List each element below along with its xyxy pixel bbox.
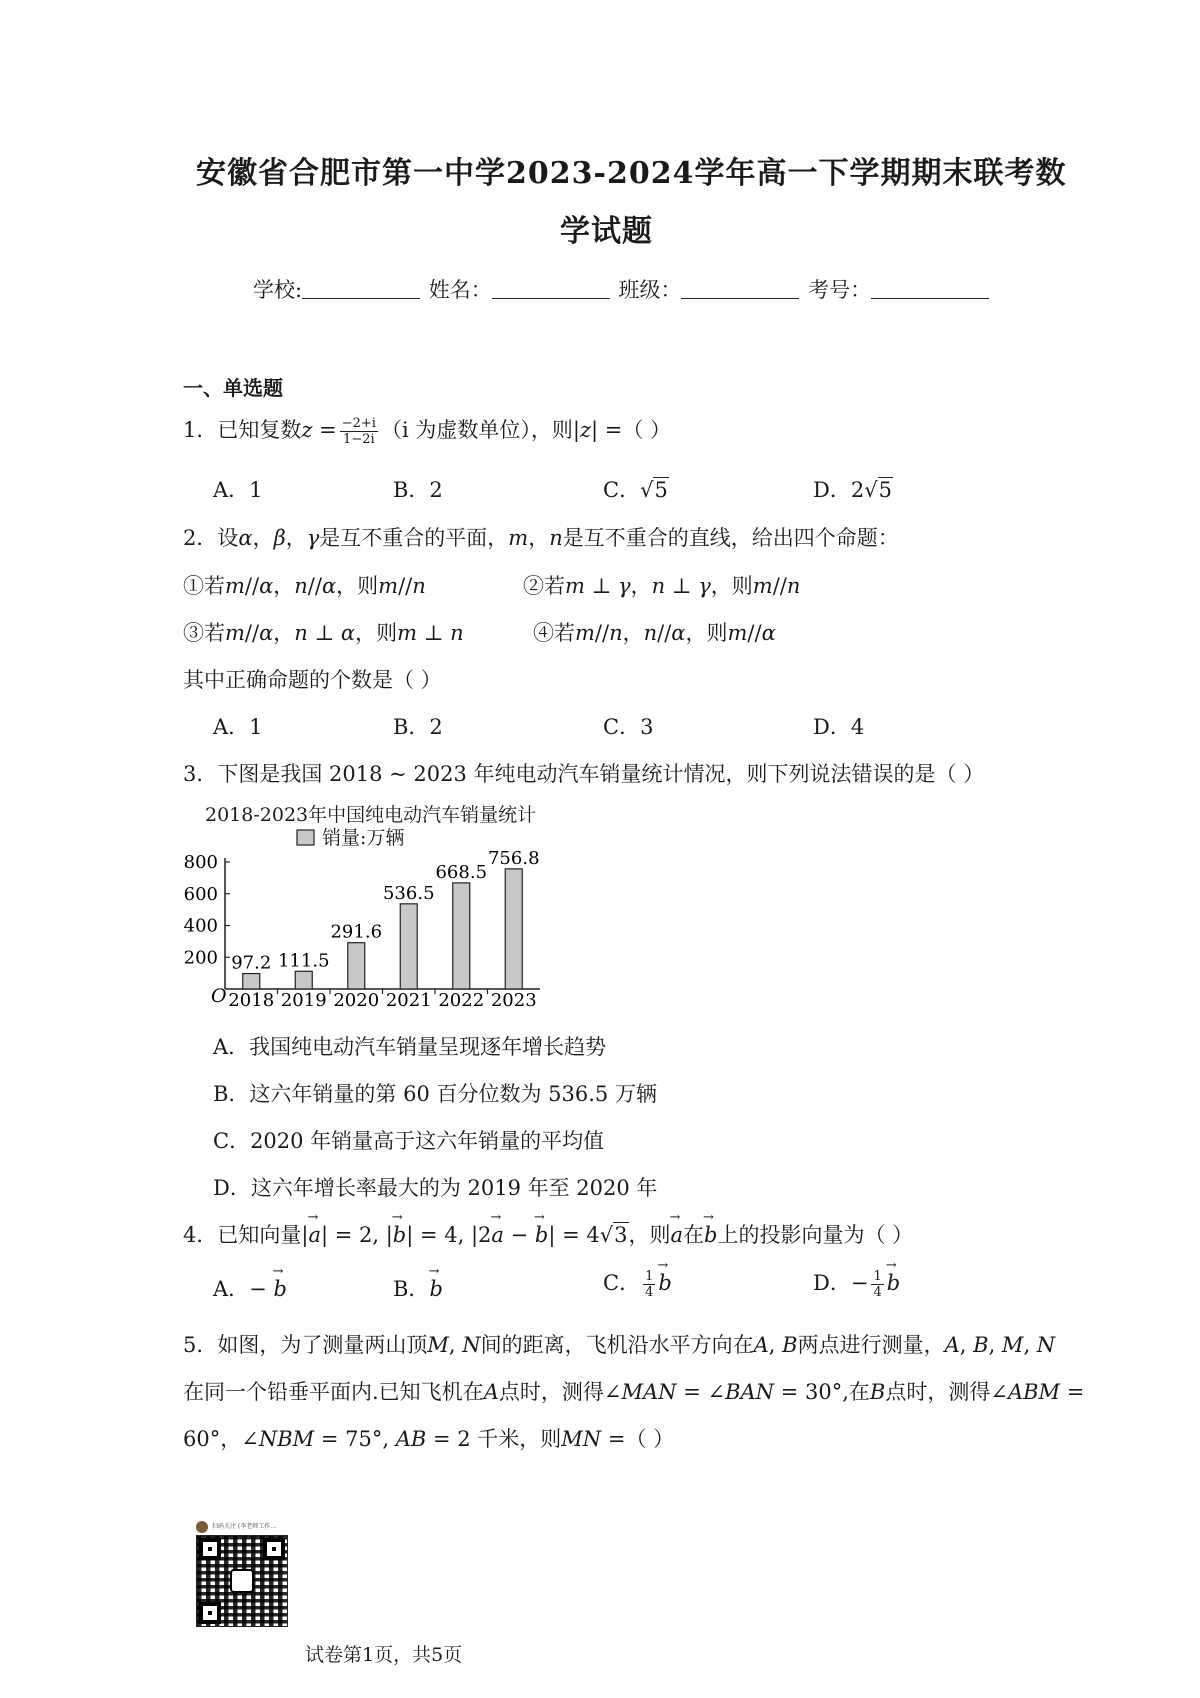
chart-title: 2018-2023年中国纯电动汽车销量统计 bbox=[205, 804, 537, 826]
bar-2019 bbox=[295, 971, 312, 989]
name-blank[interactable] bbox=[492, 278, 610, 299]
legend-swatch bbox=[297, 830, 314, 845]
question-4: 4．已知向量|→ a| = 2, |→ b| = 4, |2→ a − → b| = 4√3，则→ a在→ b上的投影向量为（ ） bbox=[183, 1219, 913, 1249]
value-label-2020: 291.6 bbox=[330, 921, 383, 943]
q3-option-c[interactable]: C．2020 年销量高于这六年销量的平均值 bbox=[213, 1129, 605, 1153]
q4-option-d[interactable]: D．− $\frac{1}{4}$ → b bbox=[813, 1267, 900, 1300]
category-label-2023: 2023 bbox=[490, 990, 537, 1011]
page-title-line2: 学试题 bbox=[560, 214, 653, 249]
bar-2023 bbox=[505, 869, 522, 989]
question-5-line-1: 5．如图，为了测量两山顶M, N间的距离，飞机沿水平方向在A, B两点进行测量，A, B, M, N bbox=[183, 1333, 1056, 1357]
bar-2022 bbox=[453, 883, 470, 989]
q4-option-b[interactable]: B．→ b bbox=[393, 1273, 443, 1303]
wechat-icon bbox=[230, 1569, 254, 1593]
q3-option-d[interactable]: D．这六年增长率最大的为 2019 年至 2020 年 bbox=[213, 1176, 658, 1200]
q4-option-a[interactable]: A．− → b bbox=[213, 1273, 287, 1303]
student-info-fields bbox=[253, 274, 991, 304]
bar-2020 bbox=[348, 943, 365, 989]
q2-option-c[interactable]: C．3 bbox=[603, 715, 654, 739]
category-label-2019: 2019 bbox=[280, 990, 327, 1011]
qr-avatar bbox=[196, 1521, 208, 1533]
category-label-2022: 2022 bbox=[438, 990, 485, 1011]
question-5-line-3: 60°，∠NBM = 75°, AB = 2 千米，则MN =（ ） bbox=[183, 1427, 675, 1451]
y-tick-label: 600 bbox=[183, 883, 218, 905]
q2-proposition-2: ②若m ⊥ γ，n ⊥ γ，则m//n bbox=[523, 574, 801, 598]
q1-option-d[interactable]: D．2√5 bbox=[813, 478, 892, 502]
school-label: 学校: bbox=[253, 278, 303, 302]
q2-option-b[interactable]: B．2 bbox=[393, 715, 443, 739]
category-label-2020: 2020 bbox=[333, 990, 380, 1011]
q2-proposition-1: ①若m//α，n//α，则m//n bbox=[183, 574, 426, 598]
qr-caption: 扫码关注 (李老师工作… bbox=[212, 1523, 277, 1530]
bar-2018 bbox=[243, 974, 260, 989]
q2-option-a[interactable]: A．1 bbox=[213, 715, 263, 739]
q4-option-c[interactable]: C． $\frac{1}{4}$ → b bbox=[603, 1267, 672, 1300]
q3-option-b[interactable]: B．这六年销量的第 60 百分位数为 536.5 万辆 bbox=[213, 1082, 657, 1106]
q1-option-b[interactable]: B．2 bbox=[393, 478, 443, 502]
q1-option-c[interactable]: C．√5 bbox=[603, 478, 668, 502]
q3-option-a[interactable]: A．我国纯电动汽车销量呈现逐年增长趋势 bbox=[213, 1035, 607, 1059]
exam-no-blank[interactable] bbox=[871, 278, 989, 299]
value-label-2021: 536.5 bbox=[382, 882, 435, 904]
bar-2021 bbox=[400, 904, 417, 989]
q2-option-d[interactable]: D．4 bbox=[813, 715, 865, 739]
school-blank[interactable] bbox=[302, 278, 420, 299]
origin-label: O bbox=[211, 985, 227, 1007]
name-label: 姓名： bbox=[428, 278, 492, 302]
exam-no-label: 考号： bbox=[808, 278, 872, 302]
class-label: 班级： bbox=[618, 278, 682, 302]
category-label-2018: 2018 bbox=[228, 990, 275, 1011]
qr-code[interactable] bbox=[196, 1535, 288, 1627]
question-2: 2．设α，β，γ是互不重合的平面，m，n是互不重合的直线，给出四个命题： bbox=[183, 526, 899, 550]
q1-fraction: $\frac{-2+i}{1-2i}$ bbox=[341, 416, 376, 447]
y-tick-label: 200 bbox=[183, 947, 218, 969]
value-label-2018: 97.2 bbox=[231, 952, 272, 974]
class-blank[interactable] bbox=[681, 278, 799, 299]
value-label-2023: 756.8 bbox=[487, 847, 540, 869]
page-footer: 试卷第1页，共5页 bbox=[305, 1644, 463, 1666]
q2-question: 其中正确命题的个数是（ ） bbox=[183, 668, 442, 692]
y-tick-label: 800 bbox=[183, 852, 218, 873]
y-tick-label: 400 bbox=[183, 915, 218, 937]
sales-bar-chart bbox=[180, 826, 560, 1026]
section-heading-single-choice: 一、单选题 bbox=[183, 376, 283, 400]
page-title-line1: 安徽省合肥市第一中学2023-2024学年高一下学期期末联考数 bbox=[196, 156, 1067, 191]
question-3: 3．下图是我国 2018 ~ 2023 年纯电动汽车销量统计情况，则下列说法错误的是（ ） bbox=[183, 762, 985, 786]
q1-option-a[interactable]: A．1 bbox=[213, 478, 263, 502]
value-label-2019: 111.5 bbox=[277, 950, 330, 972]
q2-proposition-3: ③若m//α，n ⊥ α，则m ⊥ n bbox=[183, 621, 464, 645]
question-5-line-2: 在同一个铅垂平面内.已知飞机在A点时，测得∠MAN = ∠BAN = 30°,在B点时，测得∠ABM = bbox=[183, 1380, 1085, 1404]
value-label-2022: 668.5 bbox=[435, 861, 488, 883]
category-label-2021: 2021 bbox=[385, 990, 432, 1011]
q2-proposition-4: ④若m//n，n//α，则m//α bbox=[533, 621, 776, 645]
question-1: 1．已知复数z = $\frac{-2+i}{1-2i}$ （i 为虚数单位），则|z| =（ ） bbox=[183, 416, 672, 447]
legend-label: 销量:万辆 bbox=[322, 827, 405, 849]
